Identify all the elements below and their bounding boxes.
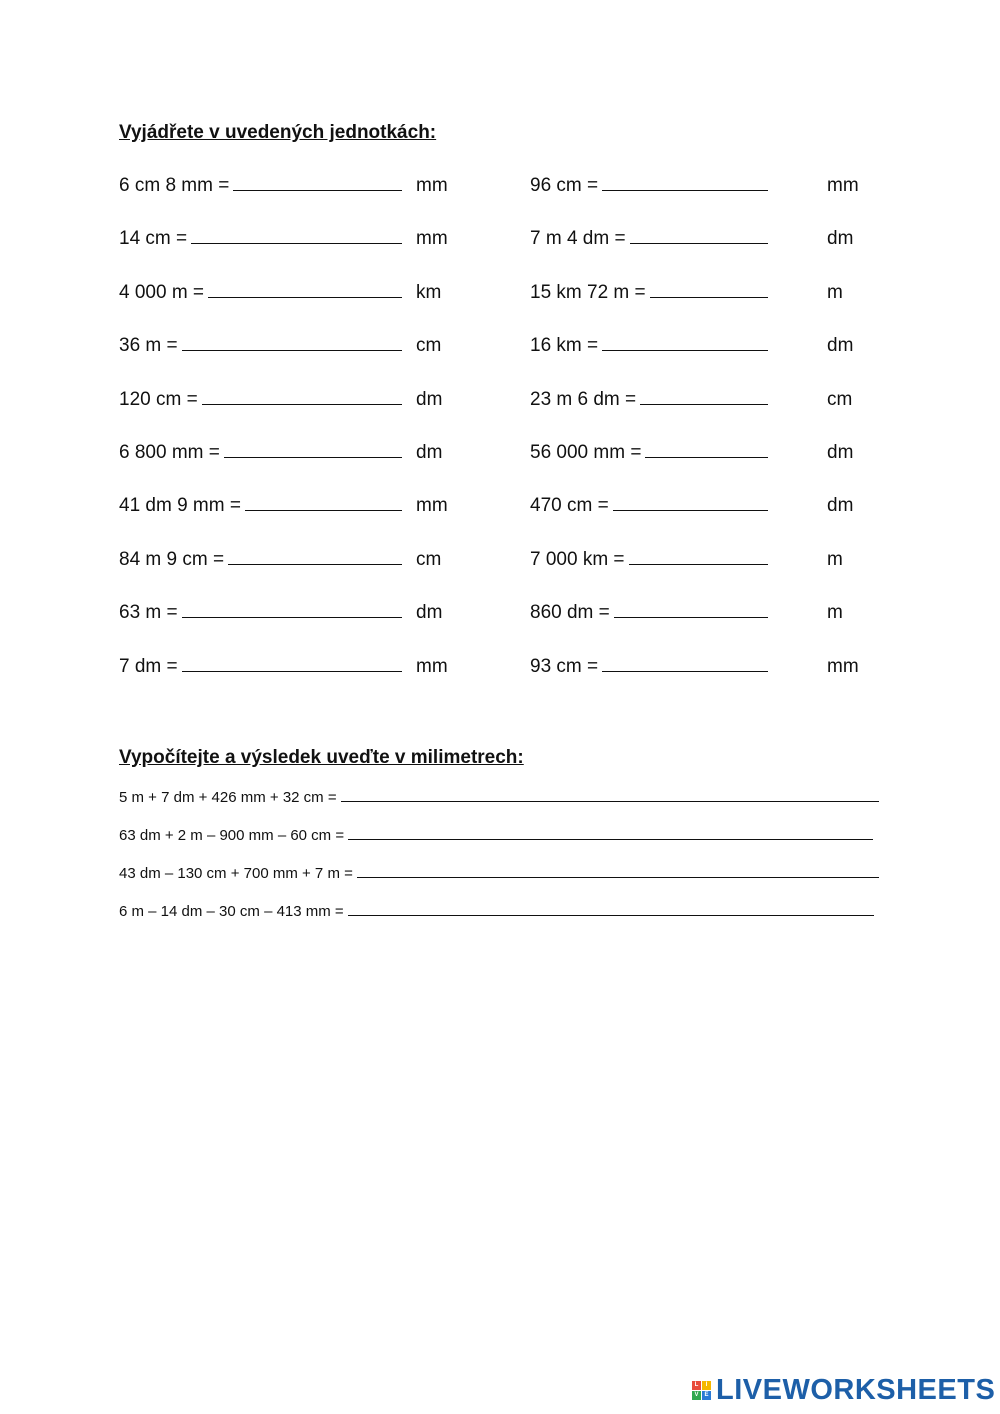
right-answer-blank[interactable] [602,653,768,672]
left-exercise [119,225,402,253]
left-target-unit: cm [416,335,442,356]
left-exercise [119,172,402,200]
right-answer-blank[interactable] [614,599,768,618]
calculation-expression: 63 dm + 2 m – 900 mm – 60 cm = [119,827,345,844]
left-expression: 63 m = [119,602,178,623]
conversion-row [0,386,1000,414]
calculation-row [119,900,874,924]
right-exercise [530,386,768,414]
left-expression: 7 dm = [119,656,178,677]
right-target-unit: m [827,282,843,303]
logo-text: LIVEWORKSHEETS [716,1373,996,1406]
right-answer-blank[interactable] [602,332,768,351]
left-exercise [119,279,402,307]
left-answer-blank[interactable] [233,172,402,191]
left-target-unit: km [416,282,442,303]
left-exercise [119,439,402,467]
right-expression: 56 000 mm = [530,442,642,463]
left-target-unit: mm [416,495,448,516]
section-2-heading: Vypočítejte a výsledek uveďte v milimetrech: [119,747,524,768]
right-exercise [530,492,768,520]
logo-mark-icon [692,1381,711,1400]
right-target-unit: cm [827,389,853,410]
logo-mark-tile: V [692,1391,701,1400]
left-expression: 14 cm = [119,228,188,249]
left-answer-blank[interactable] [245,492,402,511]
left-expression: 41 dm 9 mm = [119,495,241,516]
right-exercise [530,546,768,574]
calculation-answer-blank[interactable] [341,787,879,802]
conversion-row [0,172,1000,200]
conversion-row [0,279,1000,307]
right-expression: 16 km = [530,335,599,356]
left-exercise [119,546,402,574]
right-target-unit: mm [827,175,859,196]
left-expression: 6 cm 8 mm = [119,175,230,196]
calculation-row [119,862,879,886]
calculation-answer-blank[interactable] [348,825,873,840]
right-answer-blank[interactable] [650,279,768,298]
right-answer-blank[interactable] [640,386,768,405]
left-target-unit: mm [416,656,448,677]
left-answer-blank[interactable] [224,439,402,458]
calculation-row [119,824,873,848]
calculation-expression: 5 m + 7 dm + 426 mm + 32 cm = [119,789,337,806]
right-target-unit: mm [827,656,859,677]
left-target-unit: dm [416,602,443,623]
right-expression: 96 cm = [530,175,599,196]
right-answer-blank[interactable] [629,546,768,565]
right-exercise [530,653,768,681]
left-target-unit: mm [416,228,448,249]
left-expression: 36 m = [119,335,178,356]
right-expression: 7 000 km = [530,549,625,570]
left-answer-blank[interactable] [208,279,402,298]
right-expression: 860 dm = [530,602,610,623]
right-exercise [530,225,768,253]
left-target-unit: dm [416,442,443,463]
right-exercise [530,279,768,307]
left-answer-blank[interactable] [202,386,402,405]
right-answer-blank[interactable] [602,172,768,191]
left-target-unit: dm [416,389,443,410]
right-exercise [530,439,768,467]
right-exercise [530,599,768,627]
left-exercise [119,386,402,414]
right-exercise [530,332,768,360]
right-target-unit: dm [827,495,854,516]
left-expression: 84 m 9 cm = [119,549,225,570]
left-answer-blank[interactable] [182,599,402,618]
logo-mark-tile: L [692,1381,701,1390]
logo-mark-tile: I [702,1381,711,1390]
left-expression: 4 000 m = [119,282,205,303]
right-expression: 23 m 6 dm = [530,389,637,410]
logo-mark-tile: E [702,1391,711,1400]
conversion-row [0,332,1000,360]
conversion-row [0,599,1000,627]
right-expression: 93 cm = [530,656,599,677]
left-answer-blank[interactable] [228,546,402,565]
left-target-unit: mm [416,175,448,196]
left-answer-blank[interactable] [182,653,402,672]
section-1-heading: Vyjádřete v uvedených jednotkách: [119,122,437,143]
calculation-answer-blank[interactable] [348,901,874,916]
left-exercise [119,653,402,681]
left-exercise [119,492,402,520]
conversion-row [0,653,1000,681]
conversion-row [0,546,1000,574]
right-answer-blank[interactable] [630,225,768,244]
right-expression: 15 km 72 m = [530,282,646,303]
left-answer-blank[interactable] [191,225,402,244]
calculation-row [119,786,879,810]
right-answer-blank[interactable] [613,492,768,511]
right-target-unit: m [827,602,843,623]
right-target-unit: m [827,549,843,570]
liveworksheets-logo [692,1372,995,1408]
right-expression: 470 cm = [530,495,609,516]
right-answer-blank[interactable] [645,439,768,458]
right-target-unit: dm [827,335,854,356]
conversion-row [0,439,1000,467]
calculation-expression: 43 dm – 130 cm + 700 mm + 7 m = [119,865,353,882]
left-expression: 6 800 mm = [119,442,220,463]
conversion-row [0,225,1000,253]
calculation-answer-blank[interactable] [357,863,879,878]
left-expression: 120 cm = [119,389,198,410]
left-exercise [119,332,402,360]
right-target-unit: dm [827,442,854,463]
right-expression: 7 m 4 dm = [530,228,626,249]
right-target-unit: dm [827,228,854,249]
left-exercise [119,599,402,627]
right-exercise [530,172,768,200]
calculation-expression: 6 m – 14 dm – 30 cm – 413 mm = [119,903,344,920]
left-answer-blank[interactable] [182,332,402,351]
left-target-unit: cm [416,549,442,570]
conversion-row [0,492,1000,520]
